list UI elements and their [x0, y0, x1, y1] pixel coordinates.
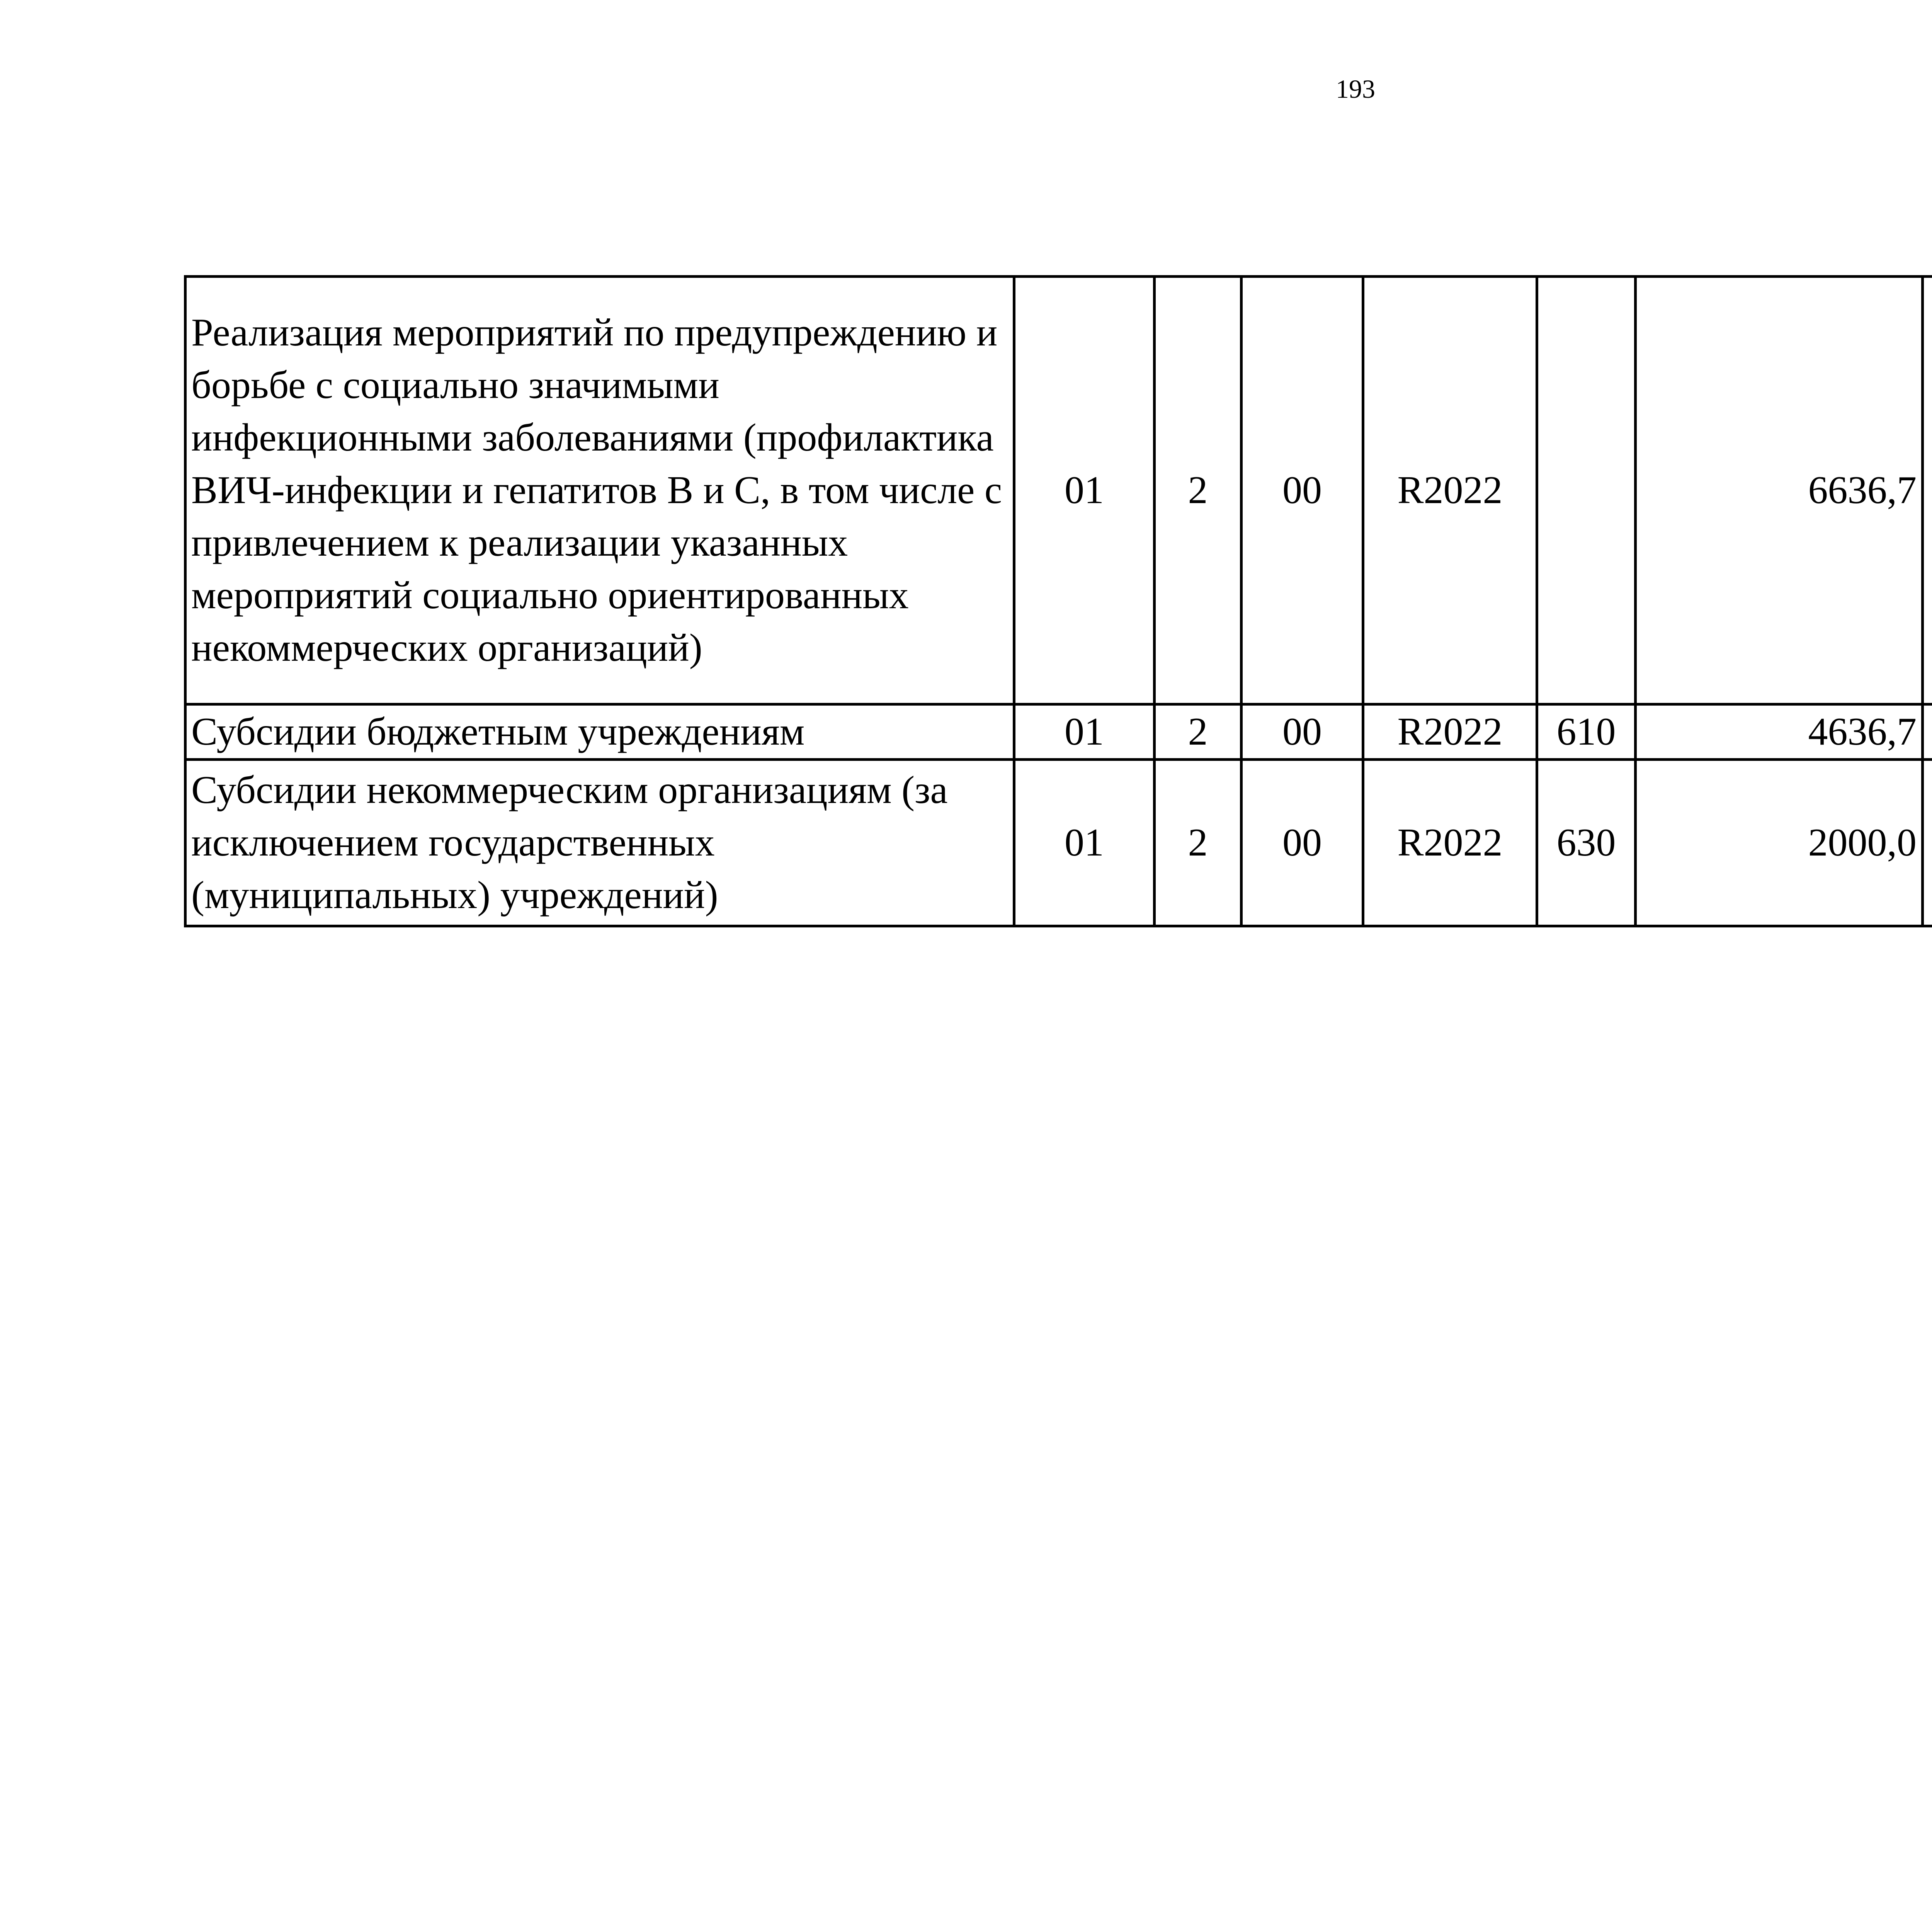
code-cell: 00 [1242, 760, 1363, 926]
code-cell: R2022 [1363, 704, 1537, 760]
budget-table [184, 275, 1932, 927]
code-cell: R2022 [1363, 760, 1537, 926]
code-cell: 2 [1155, 277, 1242, 704]
code-cell: 00 [1242, 704, 1363, 760]
code-cell: 610 [1537, 704, 1636, 760]
code-cell: 630 [1537, 760, 1636, 926]
amount-cell [1923, 760, 1932, 926]
code-cell: 2 [1155, 704, 1242, 760]
row-name: Субсидии бюджетным учреждениям [185, 704, 1014, 760]
amount-cell: 4636,7 [1636, 704, 1923, 760]
table-row [185, 704, 1932, 760]
code-cell: 00 [1242, 277, 1363, 704]
code-cell: 01 [1014, 760, 1155, 926]
row-name: Субсидии некоммерческим организациям (за исключением государственных (муниципальных) учреждений) [185, 760, 1014, 926]
amount-cell: 2000,0 [1636, 760, 1923, 926]
code-cell: 01 [1014, 277, 1155, 704]
code-cell: 2 [1155, 760, 1242, 926]
code-cell: 01 [1014, 704, 1155, 760]
amount-cell [1923, 277, 1932, 704]
table-row [185, 277, 1932, 704]
amount-cell: 6636,7 [1636, 277, 1923, 704]
page-number: 193 [1336, 74, 1375, 104]
table-row [185, 760, 1932, 926]
amount-cell [1923, 704, 1932, 760]
row-name: Реализация мероприятий по предупреждению и борьбе с социально значимыми инфекционными заболеваниями (профилактика ВИЧ-инфекции и гепатитов В и С, в том числе с привлечением к реализации указанных мероприятий социально ориентированных некоммерческих организаций) [185, 277, 1014, 704]
code-cell [1537, 277, 1636, 704]
code-cell: R2022 [1363, 277, 1537, 704]
